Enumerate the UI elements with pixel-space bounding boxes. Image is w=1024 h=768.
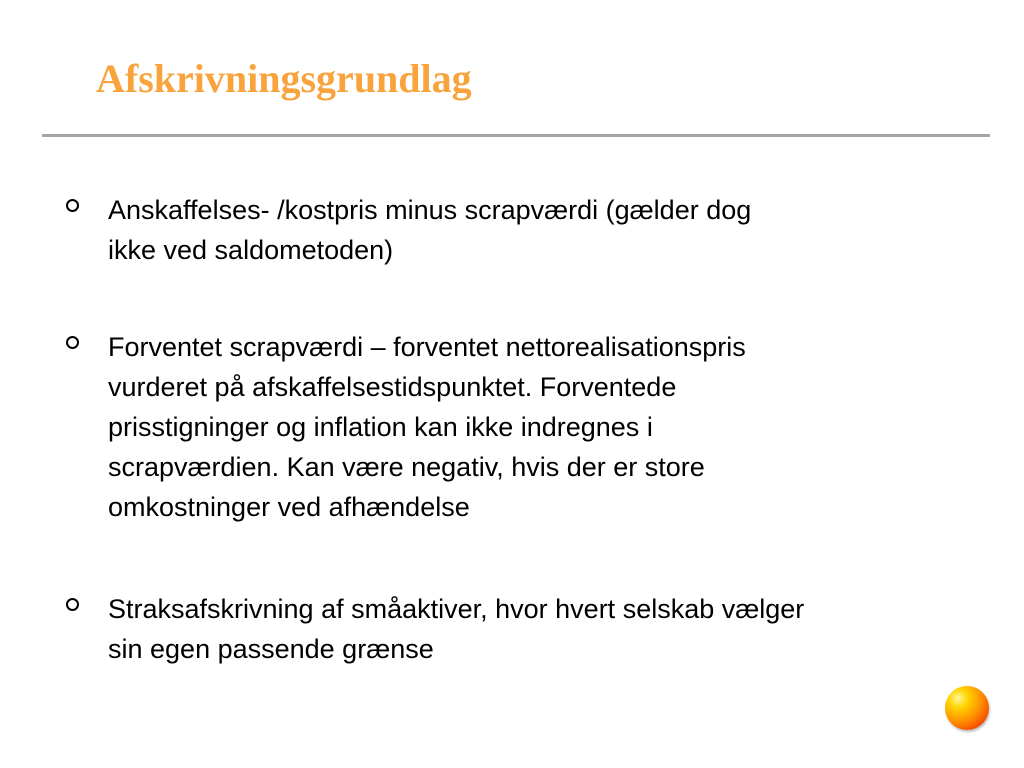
bullet-text: Anskaffelses- /kostpris minus scrapværdi (gælder dog ikke ved saldometoden) — [108, 195, 752, 265]
hollow-circle-bullet-icon — [66, 199, 79, 212]
hollow-circle-bullet-icon — [66, 336, 79, 349]
hollow-circle-bullet-icon — [66, 598, 79, 611]
bullet-text: Forventet scrapværdi – forventet nettorealisationspris vurderet på afskaffelsestidspunktet. Forventede prisstigninger og inflation kan ikke indregnes i scrapværdien. Kan være negativ, hvis der er store omkostninger ved afhændelse — [108, 332, 746, 522]
slide-title: Afskrivningsgrundlag — [96, 56, 472, 101]
title-divider — [42, 134, 990, 137]
bullet-text: Straksafskrivning af småaktiver, hvor hvert selskab vælger sin egen passende grænse — [108, 594, 805, 664]
orange-sphere-icon — [945, 686, 989, 730]
